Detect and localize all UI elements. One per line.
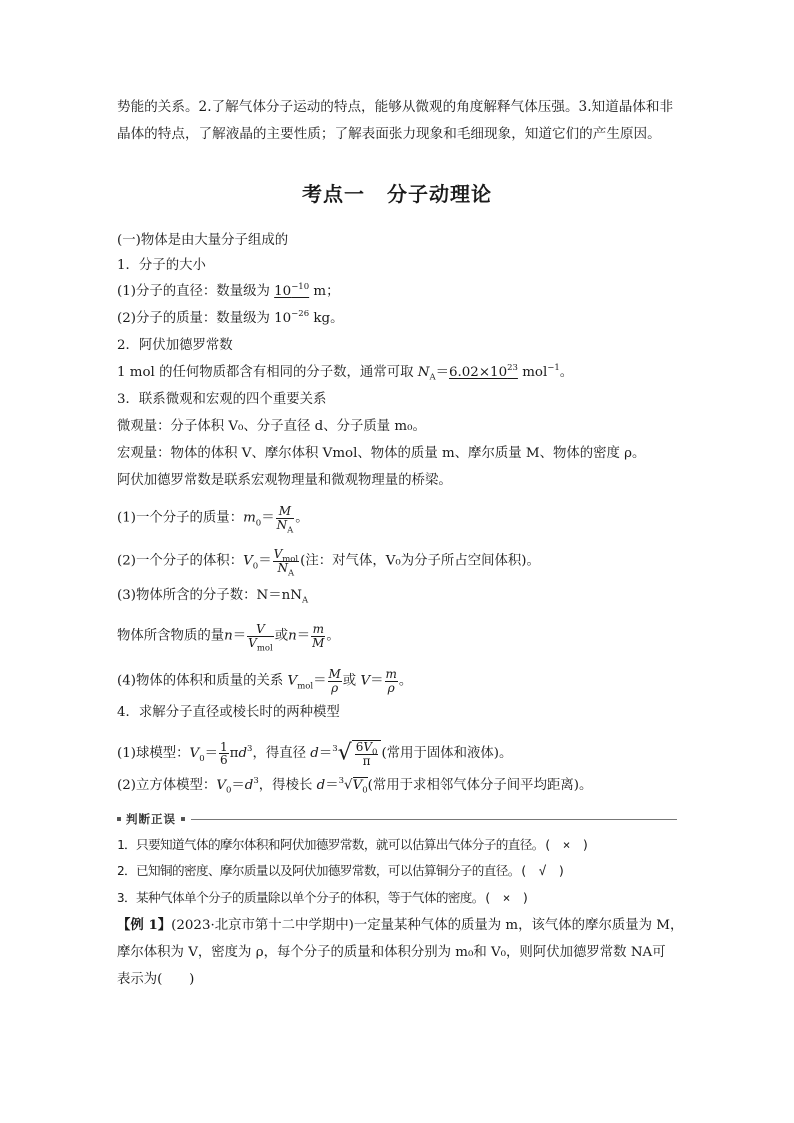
example-line-2: 摩尔体积为 V，密度为 ρ，每个分子的质量和体积分别为 m₀和 V₀，则阿伏加德罗常数 NA可 (117, 945, 666, 960)
diameter-answer: $10^{-10}$ (274, 281, 310, 299)
avogadro-answer: $6.02\times 10^{23}$ (449, 362, 518, 380)
fraction-vmol-over-na: $\frac{V_{mol}}{N_A}$ (273, 547, 299, 578)
judge-item-3: 3．某种气体单个分子的质量除以单个分子的体积，等于气体的密度。( × ) (117, 890, 529, 905)
section-title (0, 178, 794, 207)
micro-quantities: 微观量：分子体积 V₀、分子直径 d、分子质量 m₀。 (117, 419, 426, 434)
example-line-3: 表示为( ) (117, 972, 195, 987)
intro-line-2: 晶体的特点，了解液晶的主要性质；了解表面张力现象和毛细现象，知道它们的产生原因。 (117, 126, 661, 142)
fraction-m-over-na: $\frac{M}{N_A}$ (276, 504, 294, 535)
title-part-1: 考点一 (302, 182, 365, 206)
title-part-2: 分子动理论 (387, 182, 492, 206)
heading-avogadro: 2．阿伏加德罗常数 (117, 338, 233, 353)
relation-4: (4)物体的体积和质量的关系 $V_{mol}=$ $\frac{M}{\rho}$ 或 V＝ $\frac{m}{\rho}$ 。 (117, 667, 413, 695)
diameter-line: (1)分子的直径：数量级为 $10^{-10}$ m； (117, 281, 340, 299)
heading-relations: 3．联系微观和宏观的四个重要关系 (117, 392, 327, 407)
cube-root-sphere: $^3$√ $\frac{6V_0}{\pi}$ (332, 740, 381, 767)
example-tag: 【例 1】 (117, 917, 172, 933)
heading-models: 4．求解分子直径或棱长时的两种模型 (117, 705, 340, 720)
intro-line-1: 势能的关系。2.了解气体分子运动的特点，能够从微观的角度解释气体压强。3.知道晶体和非 (117, 99, 674, 115)
judge-label: 判断正误 (126, 812, 176, 826)
relation-1: (1)一个分子的质量：$m_0=$ $\frac{M}{N_A}$ 。 (117, 504, 309, 535)
relation-2: (2)一个分子的体积：$V_0=$ $\frac{V_{mol}}{N_A}$ (注：对气体，V₀为分子所占空间体积)。 (117, 547, 540, 578)
judge-item-1: 1．只要知道气体的摩尔体积和阿伏加德罗常数，就可以估算出气体分子的直径。( × ) (117, 837, 589, 852)
judge-divider (117, 812, 677, 826)
avogadro-line: 1 mol 的任何物质都含有相同的分子数，通常可取 $N_A=6.02\times 10^{23}$ mol$^{-1}$。 (117, 362, 574, 383)
cube-model: (2)立方体模型：$V_0=d^3$，得棱长 $d=^3√V_0$(常用于求相邻气体分子间平均距离)。 (117, 775, 593, 796)
sphere-model: (1)球模型：$V_0=$ $\frac{1}{6}$ $\pi d^3$，得直径 d＝$^3$√ $\frac{6V_0}{\pi}$ (常用于固体和液体)。 (117, 739, 513, 768)
bridge-sentence: 阿伏加德罗常数是联系宏观物理量和微观物理量的桥梁。 (117, 473, 452, 488)
example-line-1: 【例 1】(2023·北京市第十二中学期中)一定量某种气体的质量为 m，该气体的摩尔质量为 M， (117, 917, 684, 933)
heading-molecule-size: 1．分子的大小 (117, 258, 206, 273)
relation-3b: 物体所含物质的量n＝ $\frac{V}{V_{mol}}$ 或n＝ $\frac{m}{M}$ 。 (117, 622, 340, 653)
section-heading: (一)物体是由大量分子组成的 (117, 233, 289, 248)
relation-3: (3)物体所含的分子数：$N=nN_A$ (117, 588, 309, 606)
macro-quantities: 宏观量：物体的体积 V、摩尔体积 Vmol、物体的质量 m、摩尔质量 M、物体的密度 ρ。 (117, 446, 646, 461)
judge-item-2: 2．已知铜的密度、摩尔质量以及阿伏加德罗常数，可以估算铜分子的直径。( √ ) (117, 863, 565, 878)
mass-line: (2)分子的质量：数量级为 $10^{-26}$ kg。 (117, 308, 344, 326)
